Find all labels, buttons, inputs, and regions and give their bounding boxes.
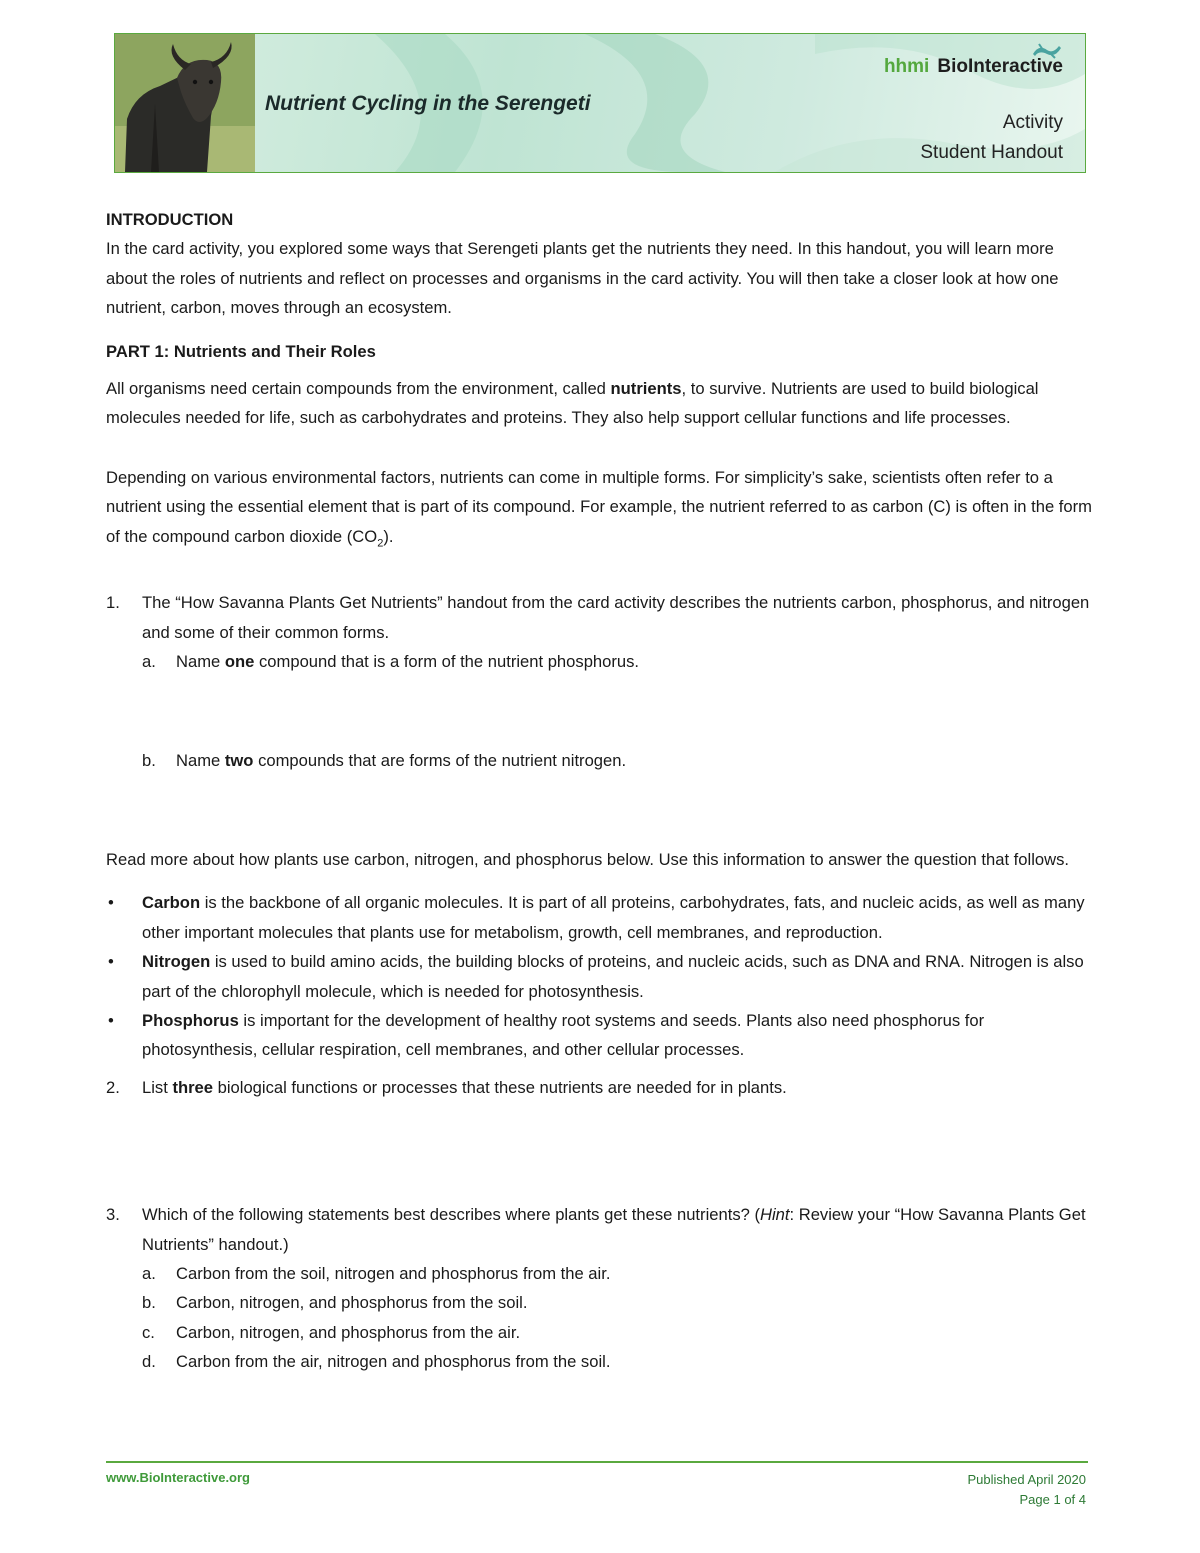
document-title: Nutrient Cycling in the Serengeti: [265, 92, 591, 115]
option-b[interactable]: [106, 1288, 1096, 1317]
published-date: Published April 2020: [967, 1472, 1086, 1487]
logo-biointeractive: BioInteractive: [937, 56, 1063, 77]
part1-paragraph-2: [106, 463, 1096, 559]
option-a[interactable]: [106, 1259, 1096, 1288]
answer-space-1a[interactable]: [106, 677, 1096, 746]
question-3: [106, 1200, 1096, 1259]
bullet-term: Nitrogen: [142, 952, 211, 972]
bullet-nitrogen: [106, 947, 1096, 1006]
page-number: Page 1 of 4: [1019, 1492, 1086, 1507]
option-text: Carbon, nitrogen, and phosphorus from the soil.: [176, 1293, 528, 1313]
activity-label: Activity: [1002, 112, 1063, 133]
option-text: Carbon from the air, nitrogen and phosphorus from the soil.: [176, 1352, 611, 1372]
sub-question-letter: a.: [142, 652, 156, 672]
option-letter: a.: [142, 1264, 156, 1284]
nutrients-term: nutrients: [610, 379, 682, 399]
document-body: [106, 205, 1096, 1377]
option-d[interactable]: [106, 1347, 1096, 1376]
sub-question-letter: b.: [142, 750, 156, 770]
option-letter: d.: [142, 1352, 156, 1372]
text-span: All organisms need certain compounds from the environment, called: [106, 379, 611, 399]
intro-heading: INTRODUCTION: [106, 210, 234, 229]
text-span: List: [142, 1077, 173, 1097]
footer-divider: [106, 1461, 1088, 1463]
answer-space-1b[interactable]: [106, 775, 1096, 845]
question-number: 3.: [106, 1205, 120, 1225]
student-handout-label: Student Handout: [920, 142, 1063, 163]
bullet-term: Phosphorus: [142, 1011, 239, 1031]
bullet-text: is the backbone of all organic molecules. It is part of all proteins, carbohydrates, fats, and nucleic acids, as well as many other important molecules that plants use for metabolism, growth, cell membranes, and reproduction.: [142, 893, 1085, 942]
part1-paragraph-1: [106, 374, 1096, 433]
question-1b: [106, 746, 1096, 775]
subscript: 2: [377, 536, 384, 549]
text-span: ).: [383, 526, 394, 546]
emphasis: one: [224, 652, 255, 672]
option-text: Carbon from the soil, nitrogen and phosphorus from the air.: [176, 1264, 611, 1284]
text-span: compound that is a form of the nutrient phosphorus.: [254, 652, 640, 672]
option-letter: c.: [142, 1322, 155, 1342]
text-span: Which of the following statements best describes where plants get these nutrients? (: [142, 1205, 760, 1225]
text-span: Depending on various environmental factors, nutrients can come in multiple forms. For simplicity’s sake, scientists often refer to a nutrient using the essential element that is part of its compound. For example, the nutrient referred to as carbon (C) is often in the form of the compound carbon dioxide (CO: [106, 467, 1092, 546]
bullet-phosphorus: [106, 1006, 1096, 1065]
bullet-carbon: [106, 888, 1096, 947]
question-2: [106, 1073, 1096, 1102]
text-span: compounds that are forms of the nutrient nitrogen.: [253, 750, 627, 770]
option-letter: b.: [142, 1293, 156, 1313]
answer-space-2[interactable]: [106, 1102, 1096, 1200]
emphasis: three: [172, 1077, 214, 1097]
text-span: Name: [176, 652, 225, 672]
intro-text: In the card activity, you explored some ways that Serengeti plants get the nutrients they need. In this handout, you will learn more about the roles of nutrients and reflect on processes and organisms in the card activity. You will then take a closer look at how one nutrient, carbon, moves through an ecosystem.: [106, 239, 1059, 318]
wildebeest-photo: [115, 34, 255, 172]
part1-heading: PART 1: Nutrients and Their Roles: [106, 341, 376, 361]
question-number: 1.: [106, 593, 120, 613]
bullet-text: is important for the development of healthy root systems and seeds. Plants also need phosphorus for photosynthesis, cellular respiration, cell membranes, and other cellular processes.: [142, 1011, 985, 1060]
emphasis: two: [224, 750, 254, 770]
footer-info: [967, 1470, 1086, 1510]
text-span: : Review your “How Savanna Plants Get Nutrients” handout.): [142, 1205, 1086, 1254]
logo-hhmi: hhmi: [883, 56, 930, 77]
text-span: biological functions or processes that these nutrients are needed for in plants.: [213, 1077, 787, 1097]
bullet-glyph: •: [108, 952, 114, 972]
question-1a: [106, 647, 1096, 676]
hhmi-biointeractive-logo: [884, 56, 1063, 78]
text-span: , to survive. Nutrients are used to build biological molecules needed for life, such as carbohydrates and proteins. They also help support cellular functions and life processes.: [106, 379, 1039, 428]
header-banner: [114, 33, 1086, 173]
handout-type: [920, 108, 1063, 168]
bullet-text: is used to build amino acids, the building blocks of proteins, and nucleic acids, such as DNA and RNA. Nitrogen is also part of the chlorophyll molecule, which is needed for photosynthesis.: [142, 952, 1084, 1001]
bullet-glyph: •: [108, 893, 114, 913]
footer-website-link[interactable]: www.BioInteractive.org: [106, 1470, 250, 1485]
question-1: [106, 588, 1096, 647]
question-number: 2.: [106, 1077, 120, 1097]
bullet-term: Carbon: [142, 893, 201, 913]
text-span: Name: [176, 750, 225, 770]
hint-label: Hint: [759, 1205, 790, 1225]
read-more-paragraph: Read more about how plants use carbon, nitrogen, and phosphorus below. Use this information to answer the question that follows.: [106, 850, 1070, 869]
question-text: The “How Savanna Plants Get Nutrients” handout from the card activity describes the nutrients carbon, phosphorus, and nitrogen and some of their common forms.: [142, 593, 1090, 642]
option-c[interactable]: [106, 1318, 1096, 1347]
bullet-glyph: •: [108, 1011, 114, 1031]
option-text: Carbon, nitrogen, and phosphorus from the air.: [176, 1322, 521, 1342]
